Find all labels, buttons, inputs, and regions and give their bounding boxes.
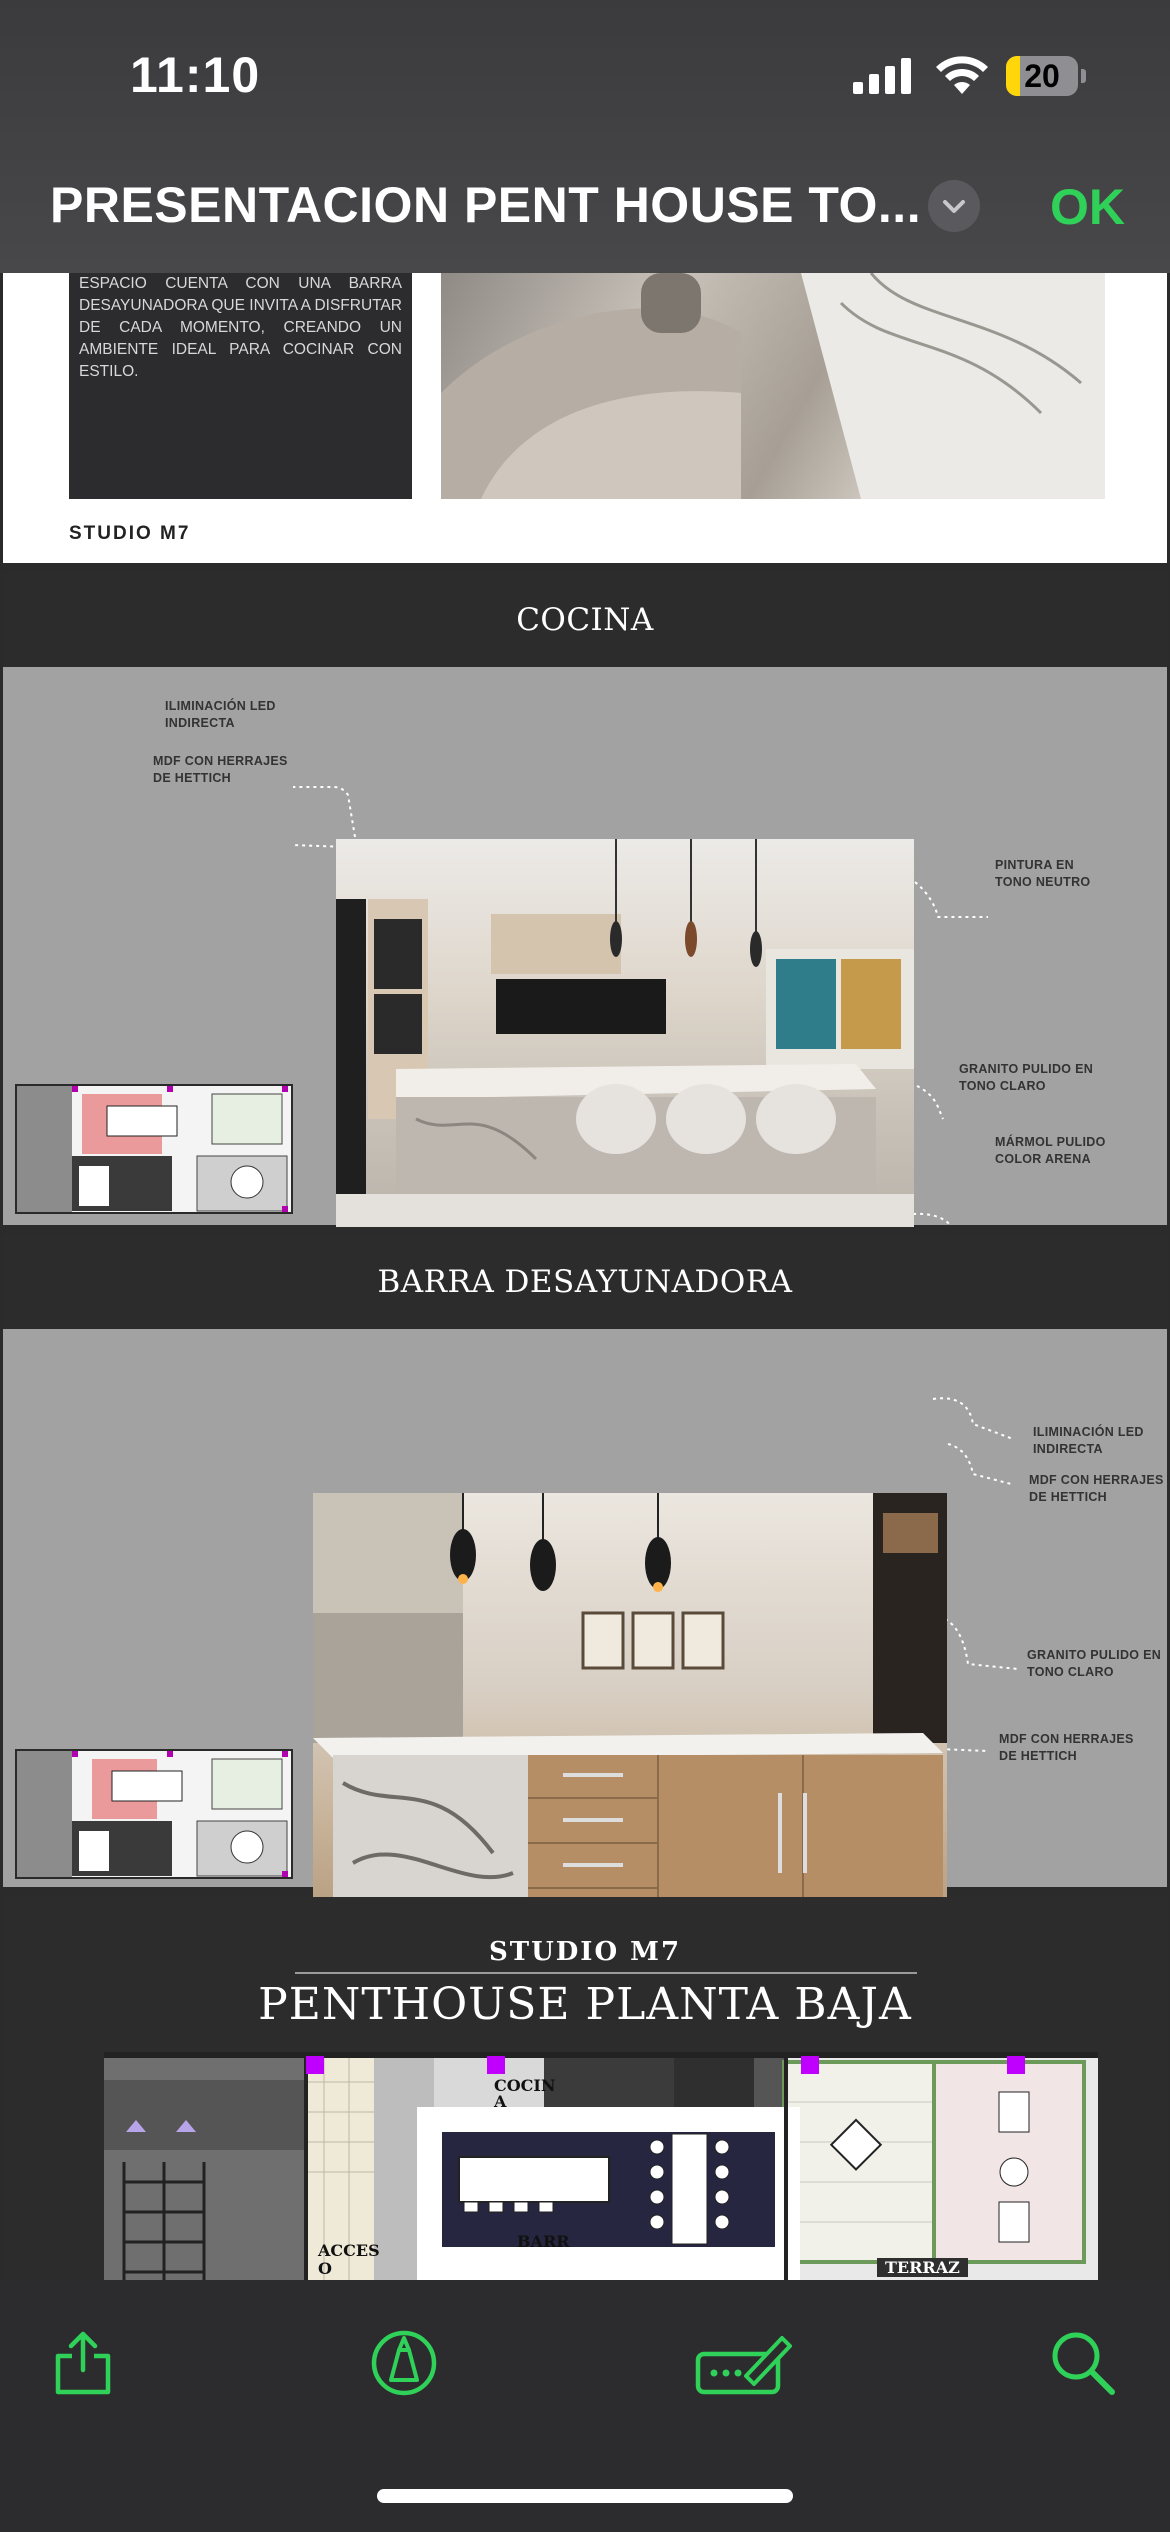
- cellular-signal-icon: [853, 58, 913, 94]
- battery-percentage: 20: [1024, 58, 1060, 94]
- slide-title: BARRA DESAYUNADORA: [377, 1264, 793, 1300]
- studio-label: STUDIO M7: [69, 523, 191, 544]
- callout-mdf-hettich: MDF CON HERRAJES DE HETTICH: [1029, 1473, 1164, 1504]
- slide-header: [3, 573, 1167, 667]
- label-barr: BARR: [517, 2232, 570, 2251]
- intro-paragraph: ESPACIO CUENTA CON UNA BARRA DESAYUNADORA QUE INVITA A DISFRUTAR DE CADA MOMENTO, CREANDO UN AMBIENTE IDEAL PARA COCINAR CON ESTILO.: [79, 275, 402, 380]
- top-bar: [0, 0, 1170, 273]
- slide-penthouse-planta-baja: [3, 1897, 1167, 2280]
- callout-led-lighting: ILIMINACIÓN LED INDIRECTA: [165, 699, 276, 730]
- chair-marble-photo: [441, 273, 1105, 499]
- document-content[interactable]: [0, 273, 1170, 2280]
- breakfast-bar-render-image: [313, 1493, 947, 1925]
- floor-plan-drawing: [104, 2052, 1098, 2280]
- callout-granite: GRANITO PULIDO EN TONO CLARO: [959, 1062, 1094, 1093]
- callout-led-lighting: ILIMINACIÓN LED INDIRECTA: [1033, 1425, 1144, 1456]
- share-icon[interactable]: [48, 2328, 118, 2398]
- label-acceso: ACCES O: [318, 2241, 380, 2278]
- slide-header: [3, 1235, 1167, 1329]
- slide-subtitle: STUDIO M7: [488, 1937, 682, 1967]
- callout-mdf-hettich-2: MDF CON HERRAJES DE HETTICH: [999, 1732, 1134, 1763]
- kitchen-render-image: [336, 839, 914, 1227]
- callout-neutral-paint: PINTURA EN TONO NEUTRO: [995, 858, 1091, 889]
- slide-body: [3, 667, 1167, 1225]
- label-cocina-text: COCIN A: [494, 2076, 556, 2111]
- callout-granite: GRANITO PULIDO EN TONO CLARO: [1027, 1648, 1162, 1679]
- battery-icon: [1006, 56, 1086, 96]
- slide-cocina: [3, 573, 1167, 1225]
- label-terraza: TERRAZ: [877, 2258, 968, 2277]
- title-menu-button[interactable]: [928, 180, 980, 232]
- markup-icon[interactable]: [369, 2328, 439, 2398]
- wifi-icon: [935, 54, 989, 96]
- slide-barra-desayunadora: [3, 1235, 1167, 1887]
- floor-plan-thumbnail: [15, 1084, 293, 1214]
- label-cocina: [494, 2078, 556, 2110]
- document-title[interactable]: PRESENTACION PENT HOUSE TO...: [50, 177, 922, 233]
- callout-marble: MÁRMOL PULIDO COLOR ARENA: [995, 1135, 1106, 1166]
- home-indicator[interactable]: [377, 2489, 793, 2503]
- floor-plan-thumbnail: [15, 1749, 293, 1879]
- slide-title: COCINA: [516, 602, 654, 638]
- slide-title: PENTHOUSE PLANTA BAJA: [258, 1979, 912, 2030]
- intro-text-box: [69, 273, 412, 499]
- search-icon[interactable]: [1048, 2328, 1118, 2398]
- ok-button[interactable]: OK: [1050, 179, 1125, 235]
- slide-body: [3, 1329, 1167, 1887]
- callout-mdf-hettich: MDF CON HERRAJES DE HETTICH: [153, 754, 288, 785]
- status-time: 11:10: [130, 47, 261, 103]
- slide-intro: [3, 273, 1167, 563]
- title-divider: [295, 1972, 917, 1974]
- signature-icon[interactable]: [694, 2328, 794, 2398]
- chevron-down-icon: [928, 180, 980, 232]
